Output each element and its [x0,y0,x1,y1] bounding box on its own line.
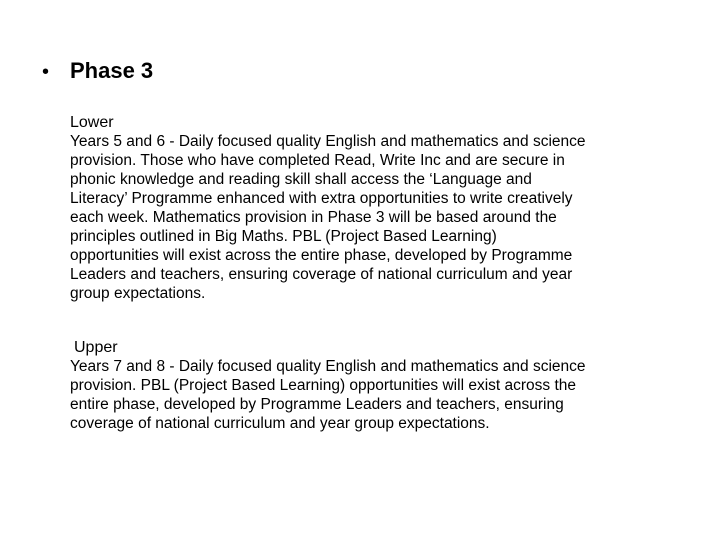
lower-body [70,132,685,303]
lower-line: phonic knowledge and reading skill shall access the ‘Language and [70,171,532,188]
heading-row [42,56,153,87]
upper-line: coverage of national curriculum and year group expectations. [70,415,490,432]
lower-line: principles outlined in Big Maths. PBL (Project Based Learning) [70,228,497,245]
lower-section [70,113,690,303]
lower-line: opportunities will exist across the entire phase, developed by Programme [70,247,573,264]
lower-line: Leaders and teachers, ensuring coverage of national curriculum and year [70,266,573,283]
upper-section [70,338,690,433]
upper-line: Years 7 and 8 - Daily focused quality English and mathematics and science [70,358,586,375]
upper-line: provision. PBL (Project Based Learning) opportunities will exist across the [70,377,577,394]
slide-heading: Phase 3 [70,58,154,83]
upper-body [70,357,685,433]
upper-line: entire phase, developed by Programme Leaders and teachers, ensuring [70,396,564,413]
lower-line: provision. Those who have completed Read, Write Inc and are secure in [70,152,565,169]
lower-line: each week. Mathematics provision in Phase 3 will be based around the [70,209,557,226]
lower-line: Literacy’ Programme enhanced with extra opportunities to write creatively [70,190,573,207]
bullet-icon: • [42,61,50,83]
lower-line: Years 5 and 6 - Daily focused quality English and mathematics and science [70,133,586,150]
upper-title: Upper [74,339,118,356]
lower-line: group expectations. [70,285,206,302]
lower-title: Lower [70,114,114,131]
